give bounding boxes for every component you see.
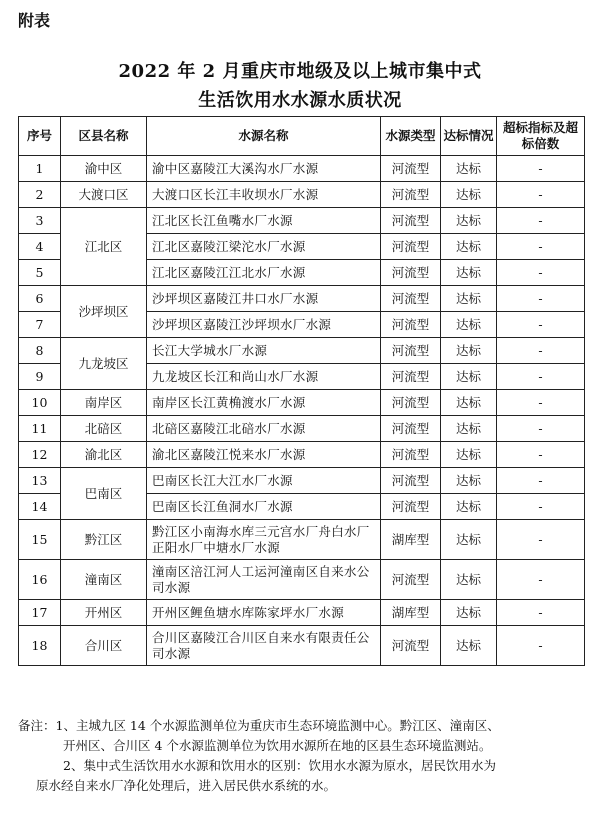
row-exceed: - [497,234,585,260]
row-status: 达标 [441,390,497,416]
row-exceed: - [497,156,585,182]
row-status: 达标 [441,468,497,494]
row-status: 达标 [441,182,497,208]
row-status: 达标 [441,416,497,442]
row-source: 大渡口区长江丰收坝水厂水源 [147,182,381,208]
row-exceed: - [497,626,585,666]
row-type: 河流型 [381,390,441,416]
row-status: 达标 [441,260,497,286]
row-status: 达标 [441,286,497,312]
row-status: 达标 [441,364,497,390]
row-exceed: - [497,494,585,520]
header-source: 水源名称 [147,117,381,156]
row-no: 6 [19,286,61,312]
note-2-line-1: 2、集中式生活饮用水水源和饮用水的区别：饮用水水源为原水，居民饮用水为 [63,758,496,773]
table-row [19,626,585,666]
row-district: 合川区 [61,626,147,666]
row-no: 8 [19,338,61,364]
row-type: 河流型 [381,338,441,364]
row-status: 达标 [441,208,497,234]
table-row [19,286,585,312]
row-status: 达标 [441,520,497,560]
row-source: 九龙坡区长江和尚山水厂水源 [147,364,381,390]
row-status: 达标 [441,234,497,260]
row-source: 巴南区长江鱼洞水厂水源 [147,494,381,520]
row-type: 河流型 [381,260,441,286]
table-header-row [19,117,585,156]
row-status: 达标 [441,156,497,182]
row-no: 7 [19,312,61,338]
row-district: 北碚区 [61,416,147,442]
row-type: 河流型 [381,364,441,390]
row-no: 15 [19,520,61,560]
row-district: 南岸区 [61,390,147,416]
row-no: 2 [19,182,61,208]
row-exceed: - [497,182,585,208]
row-district: 黔江区 [61,520,147,560]
row-district: 九龙坡区 [61,338,147,390]
header-exceed: 超标指标及超标倍数 [497,117,585,156]
row-district: 渝北区 [61,442,147,468]
row-type: 河流型 [381,312,441,338]
row-exceed: - [497,260,585,286]
row-no: 17 [19,600,61,626]
row-source: 江北区长江鱼嘴水厂水源 [147,208,381,234]
appendix-label: 附表 [18,11,51,30]
row-source: 长江大学城水厂水源 [147,338,381,364]
table-row [19,468,585,494]
header-status: 达标情况 [441,117,497,156]
note-1-line-2: 开州区、合川区 4 个水源监测单位为饮用水源所在地的区县生态环境监测站。 [63,738,492,753]
row-exceed: - [497,520,585,560]
row-exceed: - [497,560,585,600]
table-row [19,338,585,364]
row-source: 江北区嘉陵江江北水厂水源 [147,260,381,286]
row-source: 渝中区嘉陵江大溪沟水厂水源 [147,156,381,182]
row-source: 南岸区长江黄桷渡水厂水源 [147,390,381,416]
water-quality-table [18,116,585,666]
row-no: 1 [19,156,61,182]
row-type: 河流型 [381,560,441,600]
row-type: 河流型 [381,182,441,208]
row-no: 4 [19,234,61,260]
row-type: 河流型 [381,626,441,666]
row-no: 13 [19,468,61,494]
row-type: 湖库型 [381,600,441,626]
row-source: 潼南区涪江河人工运河潼南区自来水公司水源 [147,560,381,600]
header-district: 区县名称 [61,117,147,156]
row-no: 16 [19,560,61,600]
row-no: 11 [19,416,61,442]
header-no: 序号 [19,117,61,156]
row-status: 达标 [441,494,497,520]
row-exceed: - [497,390,585,416]
row-type: 河流型 [381,234,441,260]
row-source: 江北区嘉陵江梁沱水厂水源 [147,234,381,260]
row-district: 大渡口区 [61,182,147,208]
table-row [19,520,585,560]
row-source: 黔江区小南海水库三元宫水厂舟白水厂正阳水厂中塘水厂水源 [147,520,381,560]
row-type: 湖库型 [381,520,441,560]
row-source: 北碚区嘉陵江北碚水厂水源 [147,416,381,442]
row-status: 达标 [441,560,497,600]
row-status: 达标 [441,600,497,626]
row-source: 沙坪坝区嘉陵江井口水厂水源 [147,286,381,312]
row-type: 河流型 [381,442,441,468]
row-no: 3 [19,208,61,234]
table-row [19,156,585,182]
row-no: 14 [19,494,61,520]
row-source: 合川区嘉陵江合川区自来水有限责任公司水源 [147,626,381,666]
row-district: 开州区 [61,600,147,626]
row-source: 巴南区长江大江水厂水源 [147,468,381,494]
row-exceed: - [497,364,585,390]
note-1-line-1: 备注：1、主城九区 14 个水源监测单位为重庆市生态环境监测中心。黔江区、潼南区、 [18,718,500,733]
row-type: 河流型 [381,468,441,494]
row-type: 河流型 [381,494,441,520]
notes [18,716,584,796]
page-title-line2: 生活饮用水水源水质状况 [198,90,402,111]
row-no: 5 [19,260,61,286]
row-status: 达标 [441,442,497,468]
row-no: 12 [19,442,61,468]
row-type: 河流型 [381,416,441,442]
row-district: 潼南区 [61,560,147,600]
row-status: 达标 [441,626,497,666]
row-exceed: - [497,442,585,468]
row-status: 达标 [441,312,497,338]
row-exceed: - [497,312,585,338]
table-row [19,442,585,468]
note-2-line-2: 原水经自来水厂净化处理后，进入居民供水系统的水。 [36,778,337,793]
row-exceed: - [497,468,585,494]
row-exceed: - [497,208,585,234]
row-district: 江北区 [61,208,147,286]
row-type: 河流型 [381,286,441,312]
table-row [19,182,585,208]
row-exceed: - [497,416,585,442]
header-type: 水源类型 [381,117,441,156]
row-exceed: - [497,338,585,364]
row-no: 18 [19,626,61,666]
row-district: 渝中区 [61,156,147,182]
table-row [19,208,585,234]
row-no: 10 [19,390,61,416]
row-type: 河流型 [381,208,441,234]
row-status: 达标 [441,338,497,364]
row-exceed: - [497,286,585,312]
row-district: 巴南区 [61,468,147,520]
row-type: 河流型 [381,156,441,182]
row-exceed: - [497,600,585,626]
table-row [19,390,585,416]
table-row [19,560,585,600]
table-row [19,600,585,626]
table-row [19,416,585,442]
page-title-line1: 2022 年 2 月重庆市地级及以上城市集中式 [118,61,482,82]
row-source: 开州区鲤鱼塘水库陈家坪水厂水源 [147,600,381,626]
row-no: 9 [19,364,61,390]
row-source: 沙坪坝区嘉陵江沙坪坝水厂水源 [147,312,381,338]
row-district: 沙坪坝区 [61,286,147,338]
row-source: 渝北区嘉陵江悦来水厂水源 [147,442,381,468]
